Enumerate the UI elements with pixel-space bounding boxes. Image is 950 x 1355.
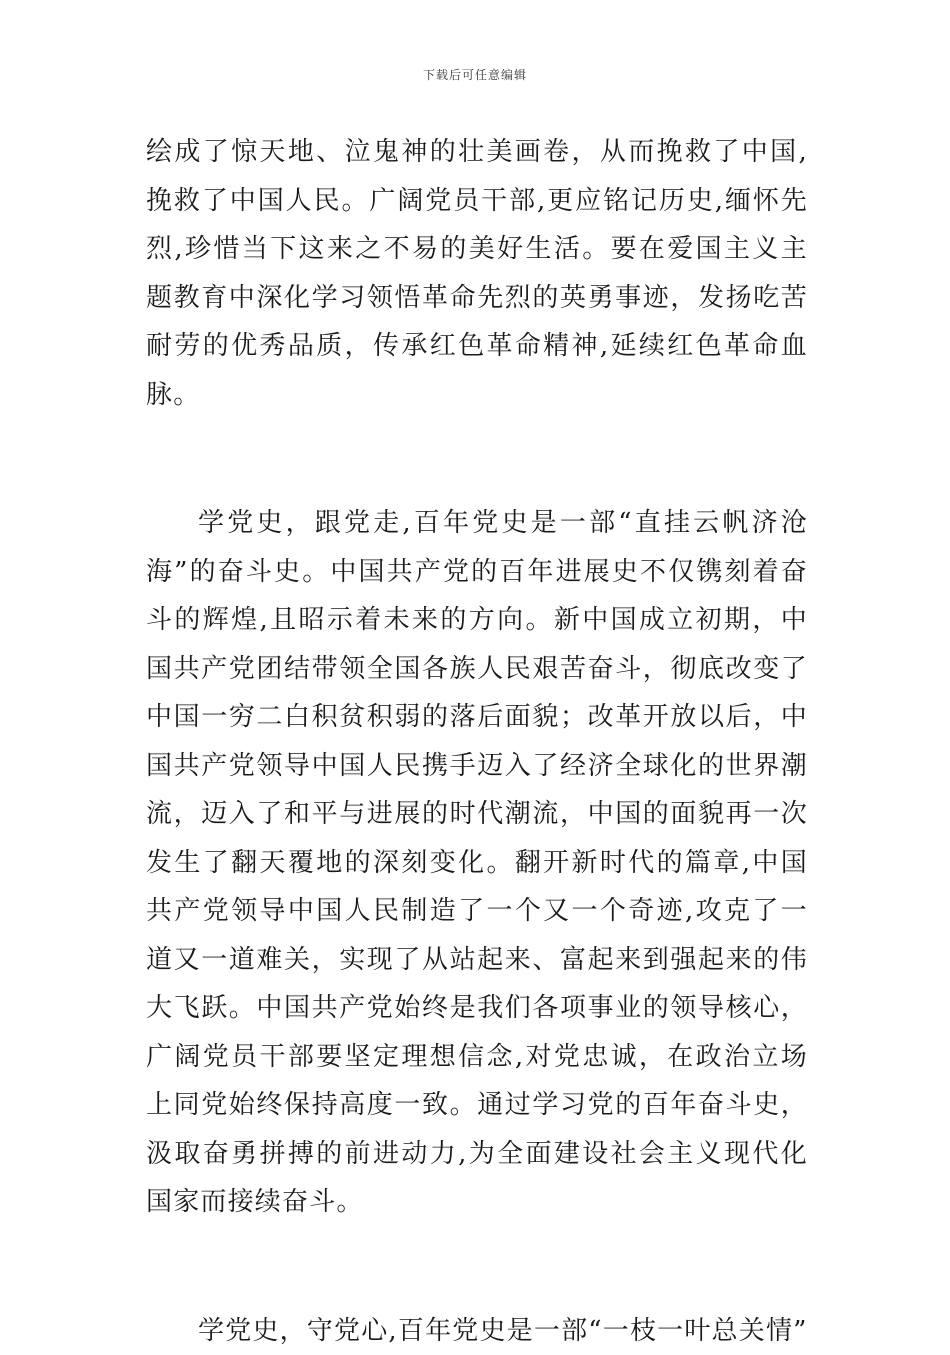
paragraph-keep-heart: 学党史，守党心,百年党史是一部“一枝一叶总关情” [146,1307,808,1355]
paragraph-spacer [146,419,808,499]
paragraph-continuation: 绘成了惊天地、泣鬼神的壮美画卷，从而挽救了中国,挽救了中国人民。广阔党员干部,更应铭记历史,缅怀先烈,珍惜当下这来之不易的美好生活。要在爱国主义主题教育中深化学习领悟革命先烈的英勇事迹，发扬吃苦耐劳的优秀品质，传承红色革命精神,延续红色革命血脉。 [146,128,808,419]
page-header: 下载后可任意编辑 [0,66,950,83]
document-body [146,128,808,1355]
paragraph-spacer [146,1227,808,1307]
paragraph-follow-party: 学党史，跟党走,百年党史是一部“直挂云帆济沧海”的奋斗史。中国共产党的百年进展史不仅镌刻着奋斗的辉煌,且昭示着未来的方向。新中国成立初期，中国共产党团结带领全国各族人民艰苦奋斗，彻底改变了中国一穷二白积贫积弱的落后面貌；改革开放以后，中国共产党领导中国人民携手迈入了经济全球化的世界潮流，迈入了和平与进展的时代潮流，中国的面貌再一次发生了翻天覆地的深刻变化。翻开新时代的篇章,中国共产党领导中国人民制造了一个又一个奇迹,攻克了一道又一道难关，实现了从站起来、富起来到强起来的伟大飞跃。中国共产党始终是我们各项事业的领导核心，广阔党员干部要坚定理想信念,对党忠诚，在政治立场上同党始终保持高度一致。通过学习党的百年奋斗史，汲取奋勇拼搏的前进动力,为全面建设社会主义现代化国家而接续奋斗。 [146,499,808,1227]
